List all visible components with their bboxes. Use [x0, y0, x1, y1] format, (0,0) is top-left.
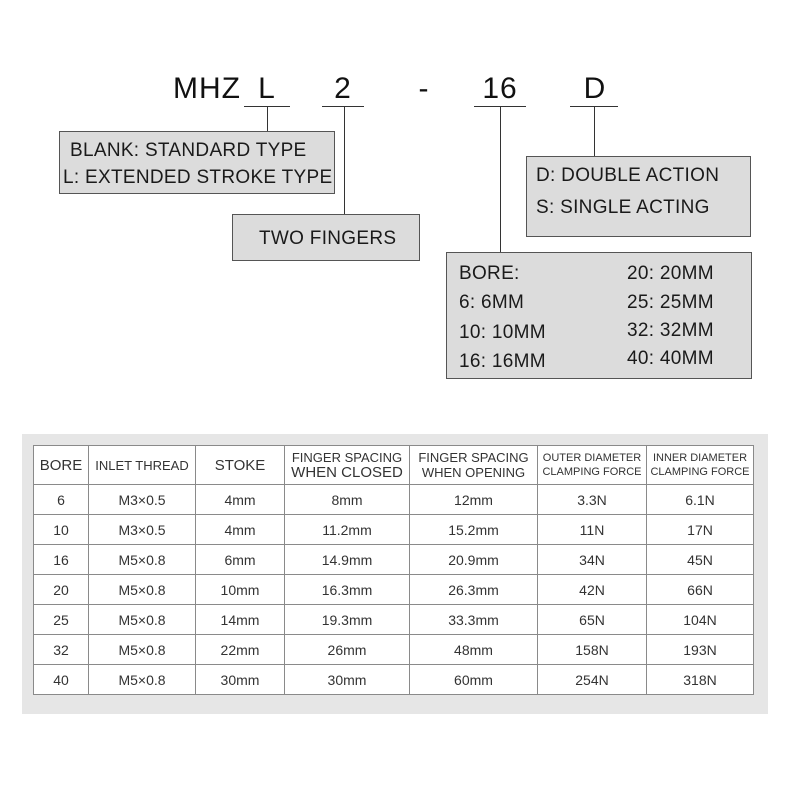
code-fingers-underline	[322, 106, 364, 107]
code-fingers: 2	[334, 72, 352, 105]
header-inlet-thread: INLET THREAD	[89, 446, 196, 485]
bore-legend-right: 32: 32MM	[627, 320, 714, 341]
connector-action	[594, 106, 595, 156]
cell-spacing-opening: 48mm	[410, 635, 538, 665]
bore-legend-left: 6: 6MM	[459, 292, 525, 313]
cell-bore: 40	[34, 665, 89, 695]
fingers-legend-box	[232, 214, 420, 261]
header-spacing-opening: FINGER SPACING WHEN OPENING	[410, 446, 538, 485]
cell-bore: 6	[34, 485, 89, 515]
connector-fingers	[344, 106, 345, 214]
cell-spacing-opening: 26.3mm	[410, 575, 538, 605]
table-row	[34, 545, 754, 575]
table-row	[34, 665, 754, 695]
header-inner-clamping: INNER DIAMETER CLAMPING FORCE	[647, 446, 754, 485]
cell-stroke: 22mm	[196, 635, 285, 665]
action-legend-line: D: DOUBLE ACTION	[536, 165, 720, 186]
cell-spacing-closed: 26mm	[285, 635, 410, 665]
cell-inlet-thread: M3×0.5	[89, 515, 196, 545]
cell-stroke: 10mm	[196, 575, 285, 605]
cell-outer-clamping-force: 42N	[538, 575, 647, 605]
cell-bore: 25	[34, 605, 89, 635]
cell-inlet-thread: M5×0.8	[89, 665, 196, 695]
bore-legend-right: 40: 40MM	[627, 348, 714, 369]
cell-inner-clamping-force: 193N	[647, 635, 754, 665]
cell-inner-clamping-force: 17N	[647, 515, 754, 545]
cell-spacing-closed: 16.3mm	[285, 575, 410, 605]
cell-spacing-closed: 30mm	[285, 665, 410, 695]
bore-legend-left: 10: 10MM	[459, 322, 546, 343]
cell-inner-clamping-force: 66N	[647, 575, 754, 605]
table-row	[34, 575, 754, 605]
cell-bore: 16	[34, 545, 89, 575]
bore-legend-box	[446, 252, 752, 379]
type-legend-line: L: EXTENDED STROKE TYPE	[63, 167, 333, 188]
type-legend-box	[59, 131, 335, 194]
spec-header-row	[34, 446, 754, 485]
cell-inner-clamping-force: 318N	[647, 665, 754, 695]
cell-stroke: 4mm	[196, 485, 285, 515]
header-stroke: STOKE	[196, 446, 285, 485]
connector-type	[267, 106, 268, 131]
table-row	[34, 515, 754, 545]
cell-stroke: 30mm	[196, 665, 285, 695]
bore-legend-left: BORE:	[459, 263, 520, 284]
cell-spacing-closed: 14.9mm	[285, 545, 410, 575]
action-legend-line: S: SINGLE ACTING	[536, 197, 710, 218]
cell-inner-clamping-force: 6.1N	[647, 485, 754, 515]
spec-table-body	[34, 485, 754, 695]
cell-inner-clamping-force: 104N	[647, 605, 754, 635]
cell-spacing-closed: 11.2mm	[285, 515, 410, 545]
cell-outer-clamping-force: 158N	[538, 635, 647, 665]
cell-inlet-thread: M5×0.8	[89, 545, 196, 575]
code-action: D	[583, 72, 607, 105]
code-dash: -	[418, 72, 430, 105]
cell-spacing-closed: 8mm	[285, 485, 410, 515]
table-row	[34, 635, 754, 665]
cell-spacing-opening: 15.2mm	[410, 515, 538, 545]
cell-inner-clamping-force: 45N	[647, 545, 754, 575]
cell-stroke: 4mm	[196, 515, 285, 545]
code-bore: 16	[482, 72, 518, 105]
cell-spacing-opening: 60mm	[410, 665, 538, 695]
header-outer-clamping: OUTER DIAMETER CLAMPING FORCE	[538, 446, 647, 485]
cell-spacing-closed: 19.3mm	[285, 605, 410, 635]
cell-stroke: 6mm	[196, 545, 285, 575]
spec-table	[33, 445, 754, 695]
header-bore: BORE	[34, 446, 89, 485]
cell-spacing-opening: 12mm	[410, 485, 538, 515]
bore-legend-right: 20: 20MM	[627, 263, 714, 284]
cell-spacing-opening: 33.3mm	[410, 605, 538, 635]
cell-inlet-thread: M5×0.8	[89, 575, 196, 605]
code-prefix: MHZ	[173, 72, 241, 105]
code-type: L	[258, 72, 276, 105]
cell-inlet-thread: M5×0.8	[89, 635, 196, 665]
cell-outer-clamping-force: 3.3N	[538, 485, 647, 515]
type-legend-line: BLANK: STANDARD TYPE	[70, 140, 307, 161]
cell-outer-clamping-force: 34N	[538, 545, 647, 575]
cell-inlet-thread: M5×0.8	[89, 605, 196, 635]
cell-outer-clamping-force: 254N	[538, 665, 647, 695]
cell-bore: 20	[34, 575, 89, 605]
table-row	[34, 605, 754, 635]
action-legend-box	[526, 156, 751, 237]
table-row	[34, 485, 754, 515]
cell-spacing-opening: 20.9mm	[410, 545, 538, 575]
cell-stroke: 14mm	[196, 605, 285, 635]
cell-bore: 32	[34, 635, 89, 665]
cell-inlet-thread: M3×0.5	[89, 485, 196, 515]
bore-legend-left: 16: 16MM	[459, 351, 546, 372]
cell-outer-clamping-force: 65N	[538, 605, 647, 635]
cell-outer-clamping-force: 11N	[538, 515, 647, 545]
header-spacing-closed: FINGER SPACING WHEN CLOSED	[285, 446, 410, 485]
cell-bore: 10	[34, 515, 89, 545]
bore-legend-right: 25: 25MM	[627, 292, 714, 313]
fingers-legend-text: TWO FINGERS	[259, 228, 397, 249]
connector-bore	[500, 106, 501, 252]
